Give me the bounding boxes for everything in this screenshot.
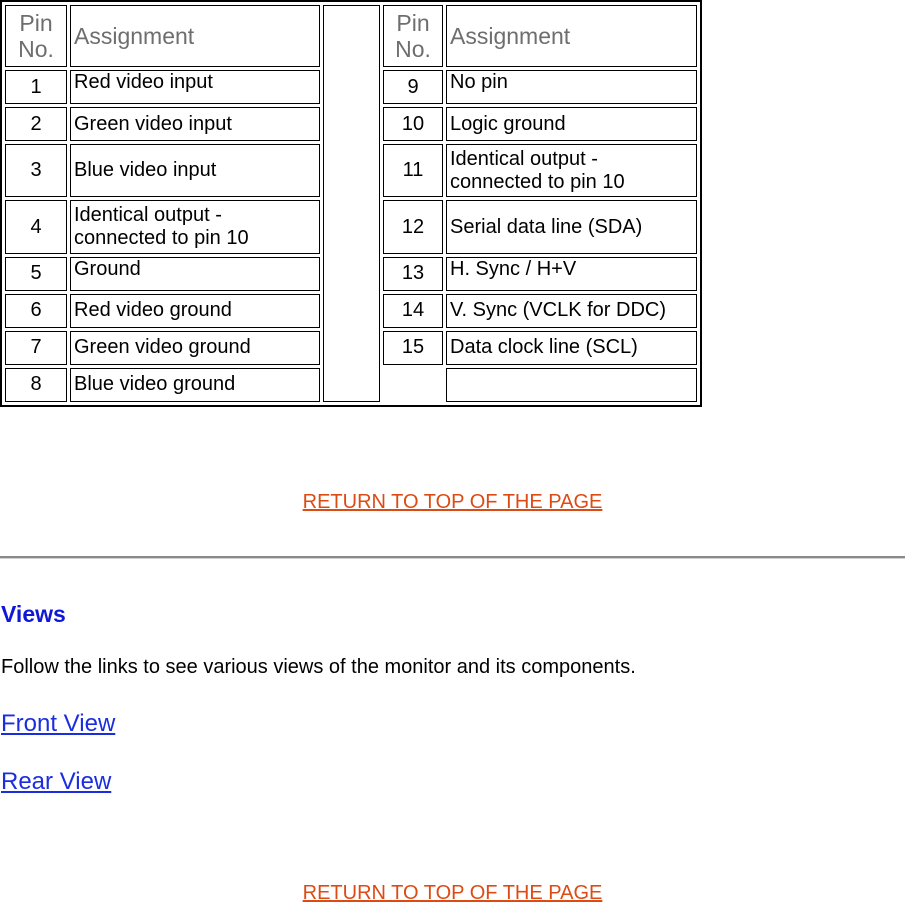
return-to-top-link[interactable]: RETURN TO TOP OF THE PAGE: [302, 491, 603, 513]
pin-number: 3: [5, 144, 67, 197]
pin-number: 5: [5, 257, 67, 291]
pin-assignment: Ground: [70, 257, 320, 291]
pin-number: 7: [5, 331, 67, 365]
pin-number: 13: [383, 257, 443, 291]
pin-number: 14: [383, 294, 443, 328]
pin-number: 11: [383, 144, 443, 197]
empty-cell: [383, 368, 443, 402]
front-view-link[interactable]: Front View: [1, 710, 116, 737]
pin-assignment: Identical output - connected to pin 10: [70, 200, 320, 253]
horizontal-divider: [0, 556, 905, 559]
pin-number: 12: [383, 200, 443, 253]
column-divider: [323, 5, 380, 402]
pin-no-header-right: Pin No.: [383, 5, 443, 67]
pin-number: 10: [383, 107, 443, 141]
pin-assignment: Blue video input: [70, 144, 320, 197]
pin-number: 1: [5, 70, 67, 104]
pin-assignment: Logic ground: [446, 107, 697, 141]
pin-assignment: Identical output - connected to pin 10: [446, 144, 697, 197]
pin-assignment: V. Sync (VCLK for DDC): [446, 294, 697, 328]
table-header-row: [5, 5, 697, 67]
pin-assignment-table: [0, 0, 702, 407]
pin-assignment: H. Sync / H+V: [446, 257, 697, 291]
pin-number: 4: [5, 200, 67, 253]
empty-assignment-cell: [446, 368, 697, 402]
views-heading: Views: [1, 601, 66, 627]
pin-assignment: Red video input: [70, 70, 320, 104]
pin-assignment: Serial data line (SDA): [446, 200, 697, 253]
pin-number: 2: [5, 107, 67, 141]
pin-assignment: Blue video ground: [70, 368, 320, 402]
pin-number: 8: [5, 368, 67, 402]
pin-assignment: Green video input: [70, 107, 320, 141]
pin-number: 15: [383, 331, 443, 365]
pin-assignment: Data clock line (SCL): [446, 331, 697, 365]
pin-number: 9: [383, 70, 443, 104]
pin-no-header-left: Pin No.: [5, 5, 67, 67]
pin-assignment: Green video ground: [70, 331, 320, 365]
views-intro-text: Follow the links to see various views of the monitor and its components.: [1, 656, 636, 678]
pin-assignment: No pin: [446, 70, 697, 104]
assignment-header-left: Assignment: [70, 5, 320, 67]
rear-view-link[interactable]: Rear View: [1, 768, 112, 795]
assignment-header-right: Assignment: [446, 5, 697, 67]
return-to-top-link-bottom[interactable]: RETURN TO TOP OF THE PAGE: [302, 882, 603, 904]
pin-number: 6: [5, 294, 67, 328]
pin-assignment: Red video ground: [70, 294, 320, 328]
